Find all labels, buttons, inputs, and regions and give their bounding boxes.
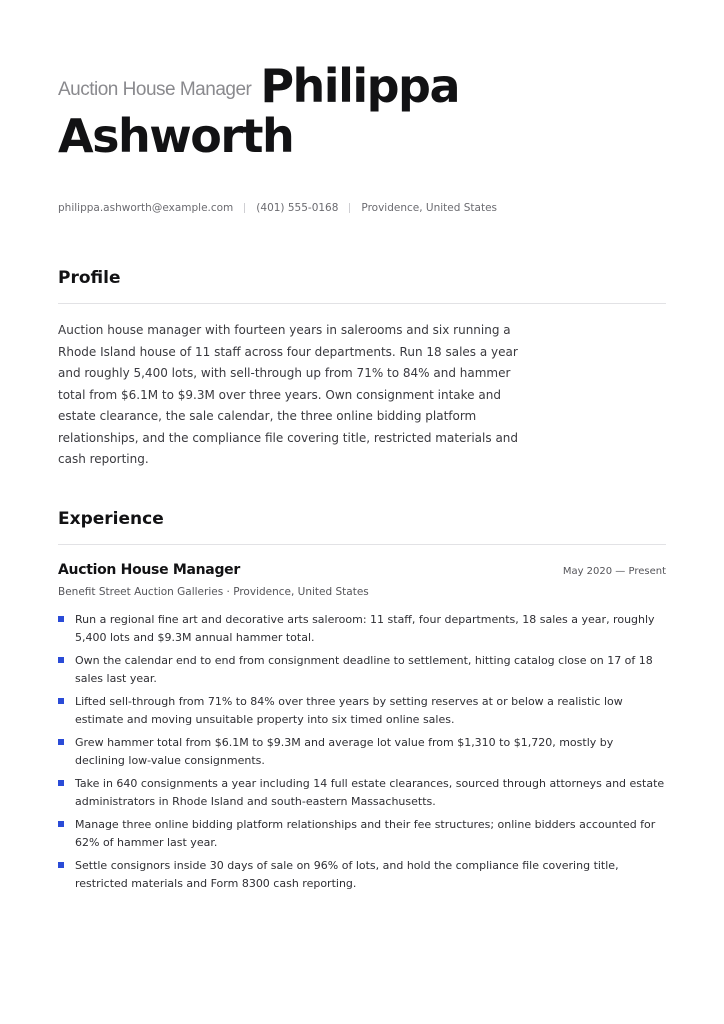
- list-item: [58, 734, 666, 769]
- list-item: [58, 693, 666, 728]
- bullet-square-icon: [58, 616, 64, 622]
- bullet-square-icon: [58, 780, 64, 786]
- contact-divider: [349, 203, 350, 213]
- bullet-text: Settle consignors inside 30 days of sale on 96% of lots, and hold the compliance file covering title, restricted materials and Form 8300 cash reporting.: [75, 859, 619, 890]
- contact-location: Providence, United States: [361, 202, 497, 214]
- job-title: Auction House Manager: [58, 79, 252, 100]
- job-header: [58, 562, 666, 578]
- profile-text: Auction house manager with fourteen years in salerooms and six running a Rhode Island house of 11 staff across four departments. Run 18 sales a year and roughly 5,400 lots, with sell-through up from 71% to 84% and hammer total from $6.1M to $9.3M over three years. Own consignment intake and estate clearance, the sale calendar, the three online bidding platform relationships, and the compliance file covering title, restricted materials and cash reporting.: [58, 323, 519, 466]
- bullet-text: Own the calendar end to end from consignment deadline to settlement, hitting catalog close on 17 of 18 sales last year.: [75, 654, 653, 685]
- bullet-text: Run a regional fine art and decorative arts saleroom: 11 staff, four departments, 18 sales a year, roughly 5,400 lots and $9.3M annual hammer total.: [75, 613, 655, 644]
- name-line: [58, 59, 666, 113]
- list-item: [58, 611, 666, 646]
- bullet-text: Lifted sell-through from 71% to 84% over three years by setting reserves at or below a realistic low estimate and moving unsuitable property into six timed online sales.: [75, 695, 623, 726]
- list-item: [58, 652, 666, 687]
- job-role: Auction House Manager: [58, 562, 240, 578]
- experience-divider: [58, 544, 666, 545]
- bullet-square-icon: [58, 739, 64, 745]
- bullet-square-icon: [58, 821, 64, 827]
- bullet-text: Take in 640 consignments a year including 14 full estate clearances, sourced through attorneys and estate administrators in Rhode Island and south-eastern Massachusetts.: [75, 777, 665, 808]
- experience-heading: Experience: [58, 509, 164, 529]
- bullet-square-icon: [58, 698, 64, 704]
- bullet-text: Manage three online bidding platform relationships and their fee structures; online bidders accounted for 62% of hammer last year.: [75, 818, 656, 849]
- job-company: Benefit Street Auction Galleries · Providence, United States: [58, 586, 369, 598]
- list-item: [58, 816, 666, 851]
- list-item: [58, 775, 666, 810]
- contact-bar: [58, 202, 497, 214]
- bullet-square-icon: [58, 657, 64, 663]
- first-name: Philippa: [260, 59, 460, 113]
- contact-divider: [244, 203, 245, 213]
- last-name: Ashworth: [58, 109, 294, 163]
- bullet-text: Grew hammer total from $6.1M to $9.3M and average lot value from $1,310 to $1,720, mostly by declining low-value consignments.: [75, 736, 614, 767]
- contact-email[interactable]: philippa.ashworth@example.com: [58, 202, 234, 214]
- job-bullets: [58, 611, 666, 898]
- resume-header: [58, 59, 666, 163]
- profile-heading: Profile: [58, 268, 121, 288]
- profile-divider: [58, 303, 666, 304]
- list-item: [58, 857, 666, 892]
- bullet-square-icon: [58, 862, 64, 868]
- contact-phone[interactable]: (401) 555-0168: [256, 202, 339, 214]
- job-dates: May 2020 — Present: [562, 566, 666, 577]
